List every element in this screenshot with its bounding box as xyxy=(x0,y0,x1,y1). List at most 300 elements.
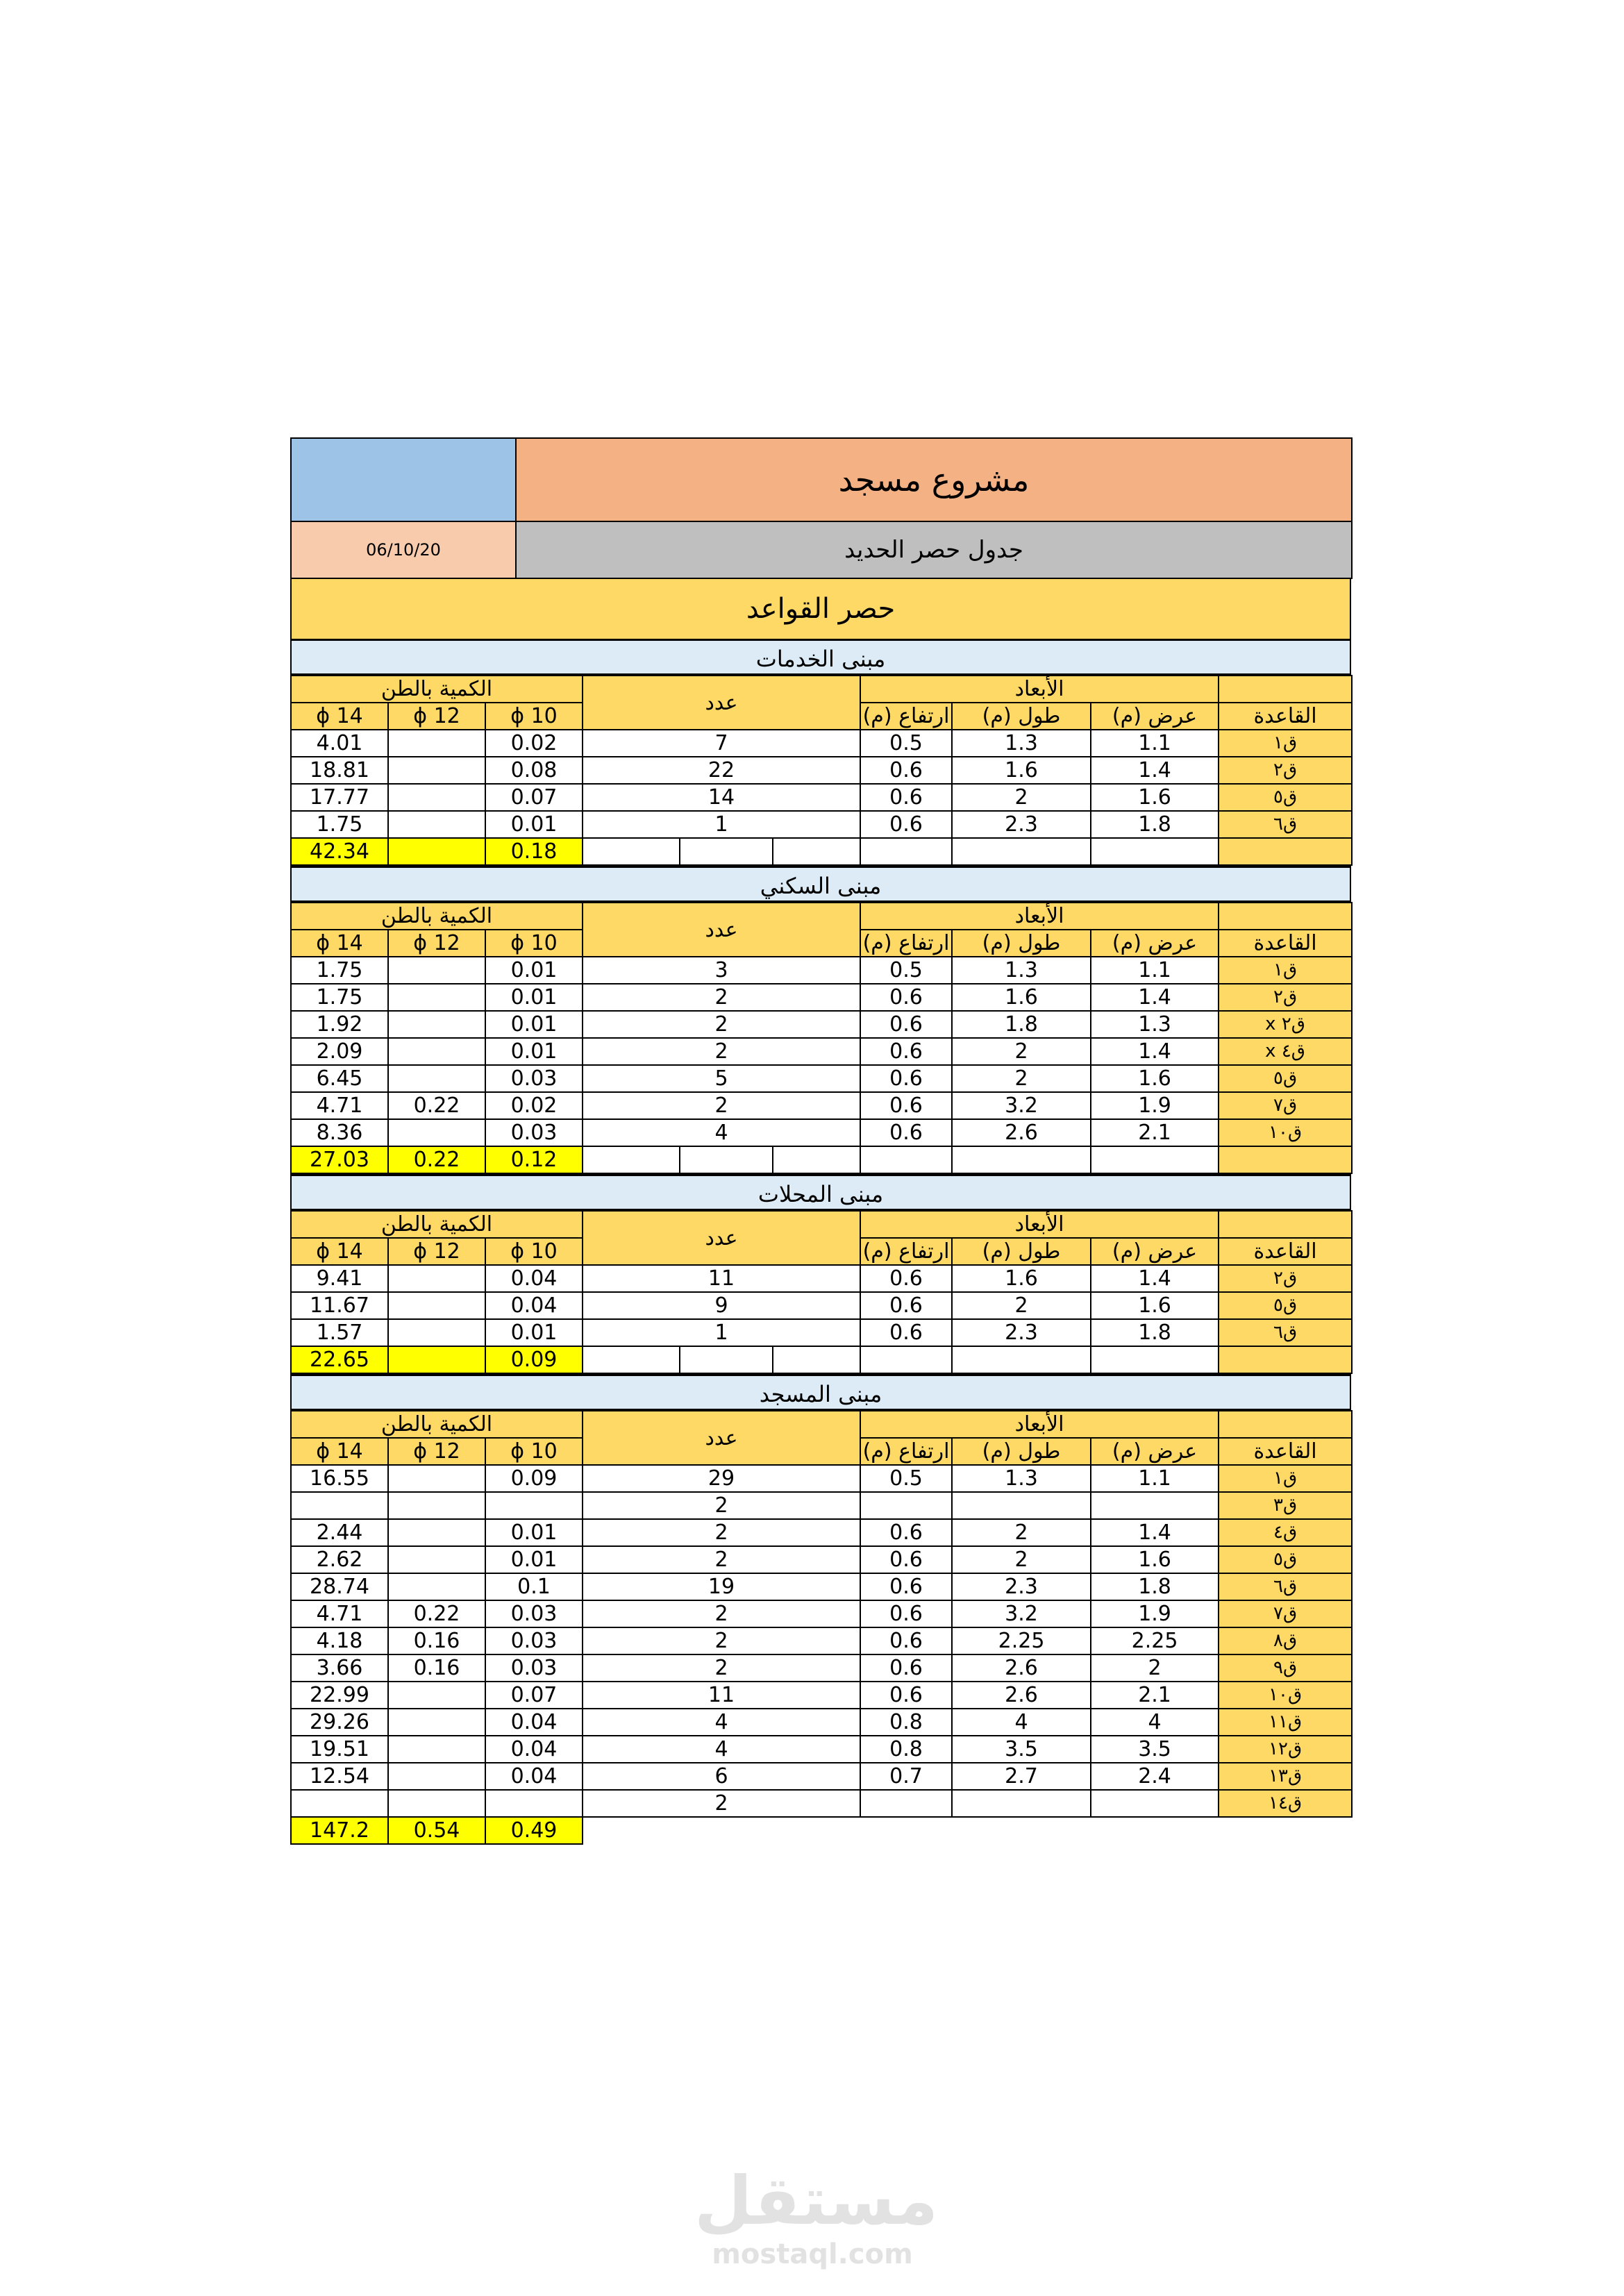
length-cell: 2.7 xyxy=(952,1763,1091,1790)
phi14-header: ϕ 14 xyxy=(291,1438,388,1465)
foundation-cell: ق٦ xyxy=(1219,811,1352,838)
phi10-cell xyxy=(485,1492,583,1519)
phi14-cell: 1.92 xyxy=(291,1011,388,1038)
height-cell: 0.6 xyxy=(860,1119,952,1146)
phi14-cell: 4.71 xyxy=(291,1600,388,1627)
table-row xyxy=(291,1573,1352,1600)
phi12-cell xyxy=(388,1265,485,1292)
table-row xyxy=(291,784,1352,811)
foundation-cell: ق٦ xyxy=(1219,1573,1352,1600)
phi10-cell: 0.04 xyxy=(485,1265,583,1292)
height-cell: 0.6 xyxy=(860,1011,952,1038)
phi14-cell: 28.74 xyxy=(291,1573,388,1600)
phi12-cell xyxy=(388,1709,485,1736)
count-cell: 4 xyxy=(583,1119,860,1146)
foundation-cell: ق١٣ xyxy=(1219,1763,1352,1790)
phi12-cell: 0.16 xyxy=(388,1654,485,1682)
phi12-cell xyxy=(388,1519,485,1546)
phi14-cell: 11.67 xyxy=(291,1292,388,1319)
phi10-cell: 0.01 xyxy=(485,1546,583,1573)
phi14-cell: 1.75 xyxy=(291,984,388,1011)
width-cell: 2.1 xyxy=(1091,1119,1219,1146)
foundation-header-top xyxy=(1219,1211,1352,1238)
total-phi14: 22.65 xyxy=(291,1346,388,1373)
foundation-cell: ق٥ xyxy=(1219,1292,1352,1319)
length-cell: 2.3 xyxy=(952,811,1091,838)
length-cell xyxy=(952,1790,1091,1817)
phi10-header: ϕ 10 xyxy=(485,1438,583,1465)
phi12-cell xyxy=(388,1119,485,1146)
total-phi14: 42.34 xyxy=(291,838,388,865)
width-cell: 1.6 xyxy=(1091,1292,1219,1319)
table-row xyxy=(291,1319,1352,1346)
phi12-cell xyxy=(388,1492,485,1519)
building-title: مبنى الخدمات xyxy=(290,639,1351,675)
foundation-header: القاعدة xyxy=(1219,930,1352,957)
phi12-cell: 0.22 xyxy=(388,1092,485,1119)
watermark xyxy=(694,2162,939,2270)
phi14-cell: 17.77 xyxy=(291,784,388,811)
phi10-cell: 0.01 xyxy=(485,1038,583,1065)
table-row xyxy=(291,1654,1352,1682)
phi10-cell: 0.01 xyxy=(485,984,583,1011)
phi10-cell: 0.04 xyxy=(485,1736,583,1763)
phi12-header: ϕ 12 xyxy=(388,930,485,957)
foundation-cell: ق١ xyxy=(1219,730,1352,757)
phi14-header: ϕ 14 xyxy=(291,930,388,957)
table-row xyxy=(291,1763,1352,1790)
count-cell: 14 xyxy=(583,784,860,811)
table-row xyxy=(291,757,1352,784)
phi10-cell: 0.01 xyxy=(485,811,583,838)
width-cell: 1.3 xyxy=(1091,1011,1219,1038)
foundation-header: القاعدة xyxy=(1219,1238,1352,1265)
count-cell: 22 xyxy=(583,757,860,784)
height-cell: 0.6 xyxy=(860,811,952,838)
foundation-header-top xyxy=(1219,1411,1352,1438)
height-cell: 0.6 xyxy=(860,784,952,811)
count-cell: 2 xyxy=(583,1011,860,1038)
count-cell: 2 xyxy=(583,1519,860,1546)
foundation-cell: ق٨ xyxy=(1219,1627,1352,1654)
table-row xyxy=(291,1119,1352,1146)
phi10-cell: 0.03 xyxy=(485,1627,583,1654)
length-cell: 1.6 xyxy=(952,757,1091,784)
height-cell: 0.6 xyxy=(860,1038,952,1065)
phi14-cell: 2.62 xyxy=(291,1546,388,1573)
phi12-cell xyxy=(388,1319,485,1346)
count-cell: 1 xyxy=(583,811,860,838)
foundation-cell: ق٩ xyxy=(1219,1654,1352,1682)
width-cell: 2 xyxy=(1091,1654,1219,1682)
phi14-cell: 2.44 xyxy=(291,1519,388,1546)
count-cell: 2 xyxy=(583,984,860,1011)
dimensions-group-header: الأبعاد xyxy=(860,1211,1219,1238)
table-row xyxy=(291,1465,1352,1492)
totals-row xyxy=(291,1346,1352,1373)
phi12-cell xyxy=(388,1292,485,1319)
height-cell: 0.6 xyxy=(860,984,952,1011)
table-row xyxy=(291,1011,1352,1038)
phi14-cell xyxy=(291,1492,388,1519)
phi10-header: ϕ 10 xyxy=(485,930,583,957)
foundation-cell: ق١ xyxy=(1219,957,1352,984)
phi10-header: ϕ 10 xyxy=(485,1238,583,1265)
dimensions-group-header: الأبعاد xyxy=(860,676,1219,703)
dimensions-group-header: الأبعاد xyxy=(860,1411,1219,1438)
phi12-cell xyxy=(388,1682,485,1709)
quantity-group-header: الكمية بالطن xyxy=(291,676,583,703)
count-cell: 7 xyxy=(583,730,860,757)
width-cell: 1.1 xyxy=(1091,957,1219,984)
height-cell: 0.6 xyxy=(860,1292,952,1319)
phi10-cell: 0.01 xyxy=(485,1011,583,1038)
length-cell xyxy=(952,1492,1091,1519)
quantity-sheet xyxy=(290,437,1351,1845)
phi12-cell xyxy=(388,1065,485,1092)
table-row xyxy=(291,1790,1352,1817)
foundation-header-top xyxy=(1219,903,1352,930)
phi14-cell: 18.81 xyxy=(291,757,388,784)
length-cell: 2.6 xyxy=(952,1119,1091,1146)
table-row xyxy=(291,957,1352,984)
width-cell: 1.8 xyxy=(1091,1573,1219,1600)
phi10-header: ϕ 10 xyxy=(485,703,583,730)
count-cell: 29 xyxy=(583,1465,860,1492)
phi14-cell: 1.75 xyxy=(291,811,388,838)
count-cell: 2 xyxy=(583,1038,860,1065)
width-cell: 1.6 xyxy=(1091,1065,1219,1092)
height-cell: 0.6 xyxy=(860,1546,952,1573)
quantity-group-header: الكمية بالطن xyxy=(291,1411,583,1438)
phi12-cell xyxy=(388,1736,485,1763)
width-header: عرض (م) xyxy=(1091,703,1219,730)
total-phi10: 0.49 xyxy=(485,1817,583,1844)
foundation-header: القاعدة xyxy=(1219,1438,1352,1465)
foundation-cell: ق٢ xyxy=(1219,757,1352,784)
foundation-cell: ق٢ xyxy=(1219,984,1352,1011)
foundation-cell: ق٥ xyxy=(1219,784,1352,811)
height-cell: 0.6 xyxy=(860,1627,952,1654)
foundation-cell: ق١٠ xyxy=(1219,1119,1352,1146)
table-row xyxy=(291,1736,1352,1763)
phi12-cell xyxy=(388,1790,485,1817)
total-phi12: 0.54 xyxy=(388,1817,485,1844)
count-header: عدد xyxy=(583,676,860,730)
count-cell: 3 xyxy=(583,957,860,984)
length-cell: 1.6 xyxy=(952,1265,1091,1292)
width-cell xyxy=(1091,1492,1219,1519)
phi14-cell: 4.01 xyxy=(291,730,388,757)
foundation-cell: ق١١ xyxy=(1219,1709,1352,1736)
width-cell: 1.4 xyxy=(1091,1265,1219,1292)
phi14-cell: 12.54 xyxy=(291,1763,388,1790)
watermark-logo: مستقل xyxy=(694,2162,939,2240)
section-table xyxy=(290,1410,1353,1845)
total-phi10: 0.12 xyxy=(485,1146,583,1173)
height-header: ارتفاع (م) xyxy=(860,703,952,730)
phi10-cell: 0.01 xyxy=(485,1319,583,1346)
phi10-cell: 0.09 xyxy=(485,1465,583,1492)
length-cell: 2.6 xyxy=(952,1654,1091,1682)
section-table xyxy=(290,675,1353,866)
schedule-subtitle: جدول حصر الحديد xyxy=(516,521,1352,578)
table-row xyxy=(291,1682,1352,1709)
height-header: ارتفاع (م) xyxy=(860,1238,952,1265)
main-title: حصر القواعد xyxy=(290,579,1351,639)
phi10-cell: 0.02 xyxy=(485,1092,583,1119)
width-cell xyxy=(1091,1790,1219,1817)
height-cell: 0.6 xyxy=(860,1600,952,1627)
phi12-cell: 0.16 xyxy=(388,1627,485,1654)
width-cell: 1.4 xyxy=(1091,1519,1219,1546)
sheet-header xyxy=(290,437,1353,579)
phi14-cell: 29.26 xyxy=(291,1709,388,1736)
count-cell: 2 xyxy=(583,1654,860,1682)
length-cell: 2.3 xyxy=(952,1319,1091,1346)
phi10-cell: 0.02 xyxy=(485,730,583,757)
foundation-cell: ق٦ xyxy=(1219,1319,1352,1346)
table-row xyxy=(291,1065,1352,1092)
height-cell: 0.6 xyxy=(860,1682,952,1709)
quantity-group-header: الكمية بالطن xyxy=(291,1211,583,1238)
phi12-cell xyxy=(388,984,485,1011)
height-cell: 0.5 xyxy=(860,957,952,984)
table-row xyxy=(291,1627,1352,1654)
total-phi14: 147.2 xyxy=(291,1817,388,1844)
width-header: عرض (م) xyxy=(1091,1238,1219,1265)
phi14-cell: 3.66 xyxy=(291,1654,388,1682)
width-cell: 1.8 xyxy=(1091,811,1219,838)
phi14-cell: 6.45 xyxy=(291,1065,388,1092)
length-cell: 2 xyxy=(952,1292,1091,1319)
height-cell: 0.6 xyxy=(860,757,952,784)
width-cell: 1.4 xyxy=(1091,984,1219,1011)
length-cell: 1.3 xyxy=(952,957,1091,984)
phi12-header: ϕ 12 xyxy=(388,703,485,730)
phi14-cell xyxy=(291,1790,388,1817)
phi10-cell: 0.07 xyxy=(485,784,583,811)
phi14-cell: 4.71 xyxy=(291,1092,388,1119)
length-cell: 4 xyxy=(952,1709,1091,1736)
height-header: ارتفاع (م) xyxy=(860,930,952,957)
phi14-cell: 22.99 xyxy=(291,1682,388,1709)
table-row xyxy=(291,1600,1352,1627)
count-cell: 11 xyxy=(583,1682,860,1709)
phi12-header: ϕ 12 xyxy=(388,1438,485,1465)
width-cell: 2.25 xyxy=(1091,1627,1219,1654)
height-cell: 0.6 xyxy=(860,1573,952,1600)
width-cell: 1.6 xyxy=(1091,1546,1219,1573)
total-phi10: 0.09 xyxy=(485,1346,583,1373)
phi14-header: ϕ 14 xyxy=(291,703,388,730)
length-cell: 2 xyxy=(952,1546,1091,1573)
table-row xyxy=(291,1546,1352,1573)
length-header: طول (م) xyxy=(952,1438,1091,1465)
phi12-cell: 0.22 xyxy=(388,1600,485,1627)
count-cell: 2 xyxy=(583,1092,860,1119)
count-header: عدد xyxy=(583,903,860,957)
phi12-cell xyxy=(388,957,485,984)
width-header: عرض (م) xyxy=(1091,930,1219,957)
quantity-group-header: الكمية بالطن xyxy=(291,903,583,930)
foundation-cell: ق٥ xyxy=(1219,1065,1352,1092)
length-cell: 1.3 xyxy=(952,730,1091,757)
date-cell: 06/10/20 xyxy=(291,521,516,578)
phi14-cell: 9.41 xyxy=(291,1265,388,1292)
length-cell: 2.3 xyxy=(952,1573,1091,1600)
count-header: عدد xyxy=(583,1211,860,1265)
phi14-cell: 1.57 xyxy=(291,1319,388,1346)
phi10-cell: 0.03 xyxy=(485,1654,583,1682)
length-cell: 3.2 xyxy=(952,1092,1091,1119)
building-title: مبنى المسجد xyxy=(290,1374,1351,1410)
foundation-header: القاعدة xyxy=(1219,703,1352,730)
total-phi14: 27.03 xyxy=(291,1146,388,1173)
foundation-cell: ق٢ x xyxy=(1219,1011,1352,1038)
table-row xyxy=(291,1092,1352,1119)
width-cell: 2.1 xyxy=(1091,1682,1219,1709)
building-title: مبنى السكني xyxy=(290,866,1351,902)
length-cell: 2 xyxy=(952,1519,1091,1546)
count-cell: 1 xyxy=(583,1319,860,1346)
section-table xyxy=(290,1210,1353,1374)
width-cell: 1.4 xyxy=(1091,757,1219,784)
width-cell: 1.4 xyxy=(1091,1038,1219,1065)
phi12-cell xyxy=(388,1546,485,1573)
phi10-cell: 0.04 xyxy=(485,1709,583,1736)
phi10-cell: 0.1 xyxy=(485,1573,583,1600)
count-cell: 2 xyxy=(583,1492,860,1519)
width-cell: 4 xyxy=(1091,1709,1219,1736)
width-header: عرض (م) xyxy=(1091,1438,1219,1465)
watermark-url: mostaql.com xyxy=(712,2238,913,2270)
phi14-cell: 8.36 xyxy=(291,1119,388,1146)
table-row xyxy=(291,811,1352,838)
length-cell: 3.2 xyxy=(952,1600,1091,1627)
foundation-cell: ق٧ xyxy=(1219,1600,1352,1627)
phi12-cell xyxy=(388,811,485,838)
height-cell xyxy=(860,1790,952,1817)
height-cell: 0.7 xyxy=(860,1763,952,1790)
count-cell: 19 xyxy=(583,1573,860,1600)
phi10-cell xyxy=(485,1790,583,1817)
table-row xyxy=(291,1292,1352,1319)
phi10-cell: 0.03 xyxy=(485,1119,583,1146)
phi12-cell xyxy=(388,1573,485,1600)
project-title: مشروع مسجد xyxy=(516,438,1352,521)
phi14-header: ϕ 14 xyxy=(291,1238,388,1265)
count-cell: 2 xyxy=(583,1790,860,1817)
count-header: عدد xyxy=(583,1411,860,1465)
foundation-cell: ق٢ xyxy=(1219,1265,1352,1292)
foundation-cell: ق٧ xyxy=(1219,1092,1352,1119)
length-cell: 2.25 xyxy=(952,1627,1091,1654)
height-cell xyxy=(860,1492,952,1519)
foundation-cell: ق١٠ xyxy=(1219,1682,1352,1709)
width-cell: 2.4 xyxy=(1091,1763,1219,1790)
length-cell: 1.8 xyxy=(952,1011,1091,1038)
phi10-cell: 0.08 xyxy=(485,757,583,784)
width-cell: 1.9 xyxy=(1091,1600,1219,1627)
width-cell: 1.1 xyxy=(1091,1465,1219,1492)
length-cell: 1.3 xyxy=(952,1465,1091,1492)
total-phi12: 0.22 xyxy=(388,1146,485,1173)
foundation-cell: ق٤ xyxy=(1219,1519,1352,1546)
dimensions-group-header: الأبعاد xyxy=(860,903,1219,930)
height-cell: 0.6 xyxy=(860,1265,952,1292)
phi12-cell xyxy=(388,1011,485,1038)
totals-row xyxy=(291,838,1352,865)
building-title: مبنى المحلات xyxy=(290,1174,1351,1210)
height-cell: 0.6 xyxy=(860,1092,952,1119)
table-row xyxy=(291,730,1352,757)
phi12-cell xyxy=(388,1038,485,1065)
width-cell: 3.5 xyxy=(1091,1736,1219,1763)
length-header: طول (م) xyxy=(952,1238,1091,1265)
foundation-cell: ق٤ x xyxy=(1219,1038,1352,1065)
height-cell: 0.6 xyxy=(860,1065,952,1092)
phi14-cell: 16.55 xyxy=(291,1465,388,1492)
phi10-cell: 0.07 xyxy=(485,1682,583,1709)
phi10-cell: 0.04 xyxy=(485,1763,583,1790)
count-cell: 6 xyxy=(583,1763,860,1790)
height-header: ارتفاع (م) xyxy=(860,1438,952,1465)
width-cell: 1.8 xyxy=(1091,1319,1219,1346)
foundation-cell: ق٣ xyxy=(1219,1492,1352,1519)
table-row xyxy=(291,1038,1352,1065)
table-row xyxy=(291,1519,1352,1546)
count-cell: 4 xyxy=(583,1709,860,1736)
foundation-header-top xyxy=(1219,676,1352,703)
totals-row xyxy=(291,1817,1352,1844)
count-cell: 2 xyxy=(583,1600,860,1627)
phi10-cell: 0.04 xyxy=(485,1292,583,1319)
height-cell: 0.8 xyxy=(860,1709,952,1736)
foundation-cell: ق١٢ xyxy=(1219,1736,1352,1763)
height-cell: 0.5 xyxy=(860,730,952,757)
length-cell: 3.5 xyxy=(952,1736,1091,1763)
height-cell: 0.6 xyxy=(860,1319,952,1346)
width-cell: 1.1 xyxy=(1091,730,1219,757)
phi12-cell xyxy=(388,730,485,757)
foundation-cell: ق١ xyxy=(1219,1465,1352,1492)
totals-row xyxy=(291,1146,1352,1173)
logo-placeholder xyxy=(291,438,516,521)
phi10-cell: 0.01 xyxy=(485,1519,583,1546)
table-row xyxy=(291,984,1352,1011)
height-cell: 0.8 xyxy=(860,1736,952,1763)
length-cell: 2.6 xyxy=(952,1682,1091,1709)
length-cell: 2 xyxy=(952,1065,1091,1092)
phi12-cell xyxy=(388,757,485,784)
length-cell: 2 xyxy=(952,1038,1091,1065)
count-cell: 5 xyxy=(583,1065,860,1092)
table-row xyxy=(291,1265,1352,1292)
width-cell: 1.9 xyxy=(1091,1092,1219,1119)
phi12-header: ϕ 12 xyxy=(388,1238,485,1265)
count-cell: 2 xyxy=(583,1546,860,1573)
phi12-cell xyxy=(388,1763,485,1790)
height-cell: 0.6 xyxy=(860,1654,952,1682)
total-phi12 xyxy=(388,838,485,865)
phi10-cell: 0.03 xyxy=(485,1065,583,1092)
foundation-cell: ق١٤ xyxy=(1219,1790,1352,1817)
total-phi10: 0.18 xyxy=(485,838,583,865)
phi10-cell: 0.03 xyxy=(485,1600,583,1627)
count-cell: 11 xyxy=(583,1265,860,1292)
width-cell: 1.6 xyxy=(1091,784,1219,811)
